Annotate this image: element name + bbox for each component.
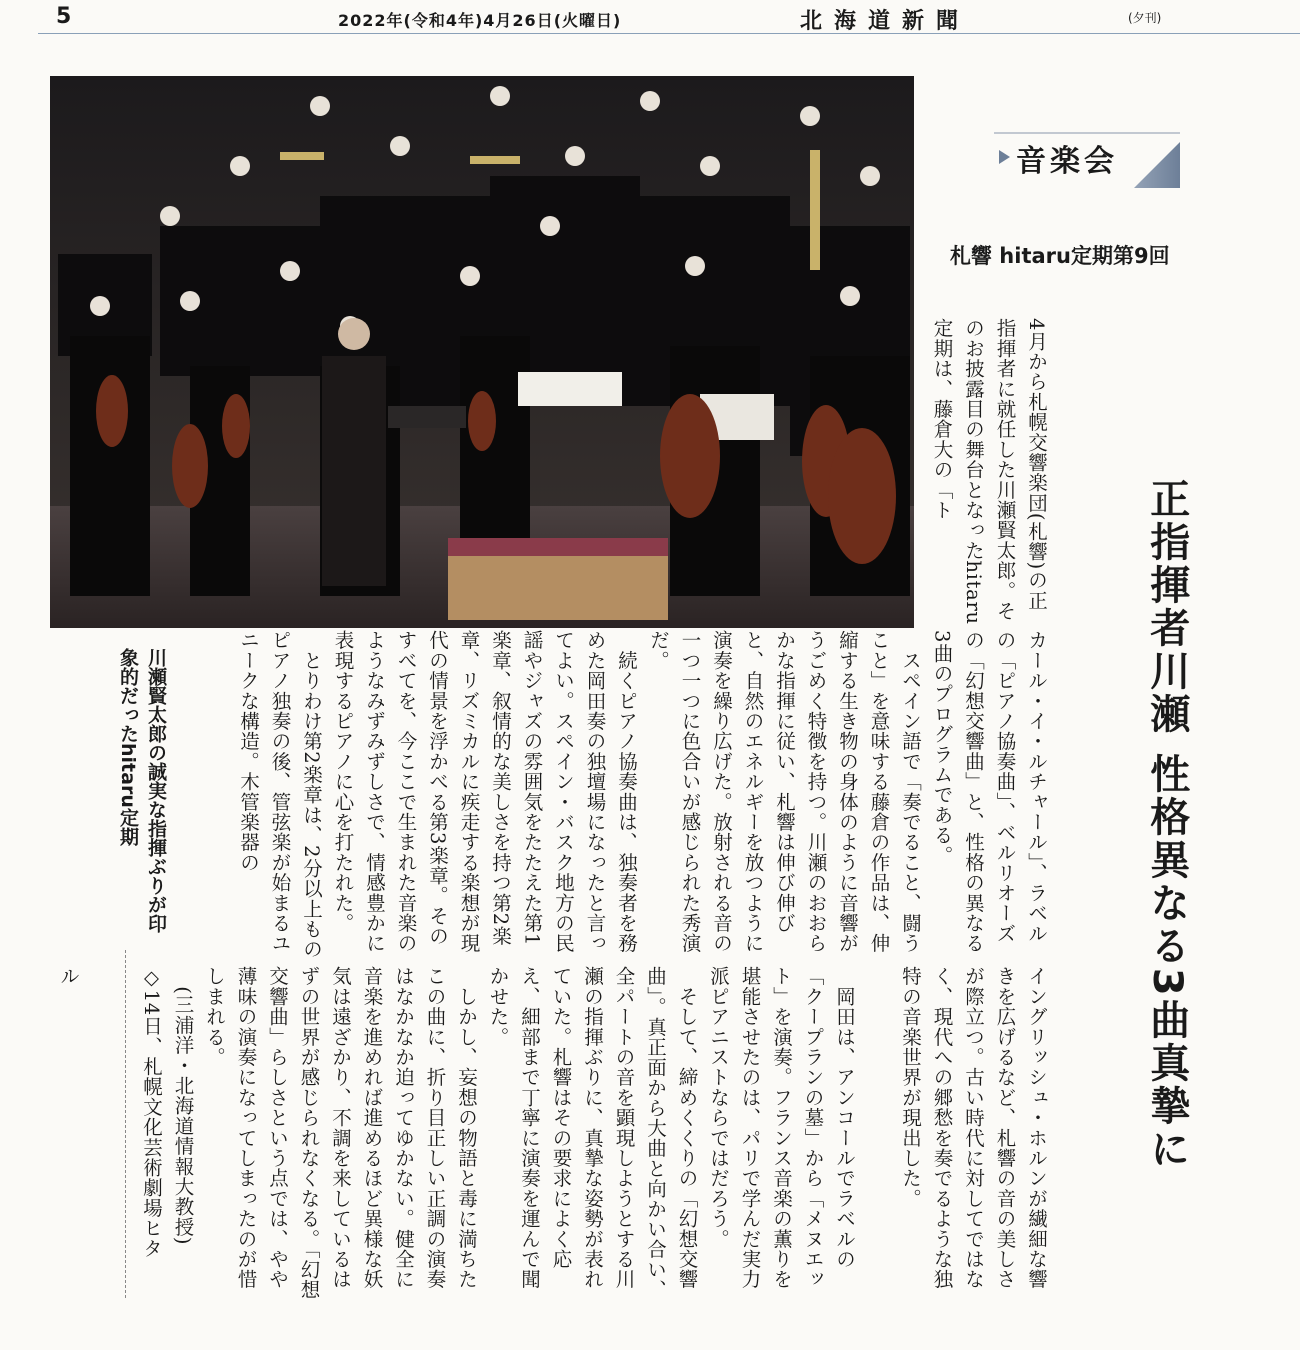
article-column: 続くピアノ協奏曲は、独奏者を務めた岡田奏の独壇場になったと言ってよい。スペイン・バスク地方の民謡やジャズの雰囲気をたたえた第1楽章、叙情的な美しさを持つ第2楽章、リズミカルに疾走する楽想が現代の情景を浮かべる第3楽章。そのすべてを、今ここで生まれた音楽のようなみずみずしさで、情感豊かに表現するピアノに心を打たれた。 とりわけ第2楽章は、2分以上ものピアノ独奏の後、管弦楽が始まるユニークな構造。木管楽器の xyxy=(237,630,638,960)
article-tail: ル xyxy=(57,966,80,986)
page-number: 5 xyxy=(56,4,72,29)
page-header xyxy=(0,0,1300,40)
article-column: カール・イ・ルチャール」、ラベルの「ピアノ協奏曲」、ベルリオーズの「幻想交響曲」と、性格の異なる3曲のプログラムである。 スペイン語で「奏でること、闘うこと」を意味する藤倉の作品は、伸縮する生き物の身体のように音響がうごめく特徴を持つ。川瀬のおおらかな指揮に従い、札響は伸び伸びと、自然のエネルギーを放つように演奏を繰り広げた。放射される音の一つ一つに色合いが感じられた秀演だ。 xyxy=(647,630,1048,954)
header-rule xyxy=(38,33,1300,34)
caption-divider xyxy=(125,950,126,1298)
newspaper-name: 北海道新聞 xyxy=(800,8,971,34)
article-column: 岡田は、アンコールでラベルの「クープランの墓」から「メヌエット」を演奏。フランス音楽の薫りを堪能させたのは、パリで学んだ実力派ピアニストならではだろう。 そして、締めくくりの「幻想交響曲」。真正面から大曲と向かい合い、全パートの音を顕現しようとする川瀬の指揮ぶりに、真摯な姿勢が表れていた。札響はその要求によく応え、細部まで丁寧に演奏を運んで聞かせた。 しかし、妄想の物語と毒に満ちたこの曲に、折り目正しい正調の演奏はなかなか迫ってゆかない。健全に音楽を進めれば進めるほど異様な妖気は遠ざかり、不調を来しているはずの世界が感じられなくなる。「幻想交響曲」らしさという点では、やや薄味の演奏になってしまったのが惜しまれる。 (三浦洋・北海道情報大教授) ◇14日、札幌文化芸術劇場ヒタ xyxy=(140,966,856,1300)
article-column: 4月から札幌交響楽団(札響)の正指揮者に就任した川瀬賢太郎。そのお披露目の舞台となったhitaru定期は、藤倉大の「ト xyxy=(930,318,1048,625)
issue-date: 2022年(令和4年)4月26日(火曜日) xyxy=(338,11,622,30)
photo-caption: 川瀬賢太郎の誠実な指揮ぶりが印象的だったhitaru定期 xyxy=(117,648,167,933)
event-subhead: 札響 hitaru定期第9回 xyxy=(950,244,1170,268)
headline: 正指揮者川瀬 性格異なる3曲真摯に xyxy=(1143,478,1190,1171)
edition-label: (夕刊) xyxy=(1128,11,1162,25)
section-label xyxy=(994,132,1180,188)
section-label-text: 音楽会 xyxy=(1016,144,1118,179)
article-column: イングリッシュ・ホルンが繊細な響きを広げるなど、札響の音の美しさが際立つ。古い時代に対してではなく、現代への郷愁を奏でるような独特の音楽世界が現出した。 xyxy=(899,966,1048,1290)
orchestra-photo xyxy=(50,76,914,628)
triangle-right-icon xyxy=(999,150,1010,164)
